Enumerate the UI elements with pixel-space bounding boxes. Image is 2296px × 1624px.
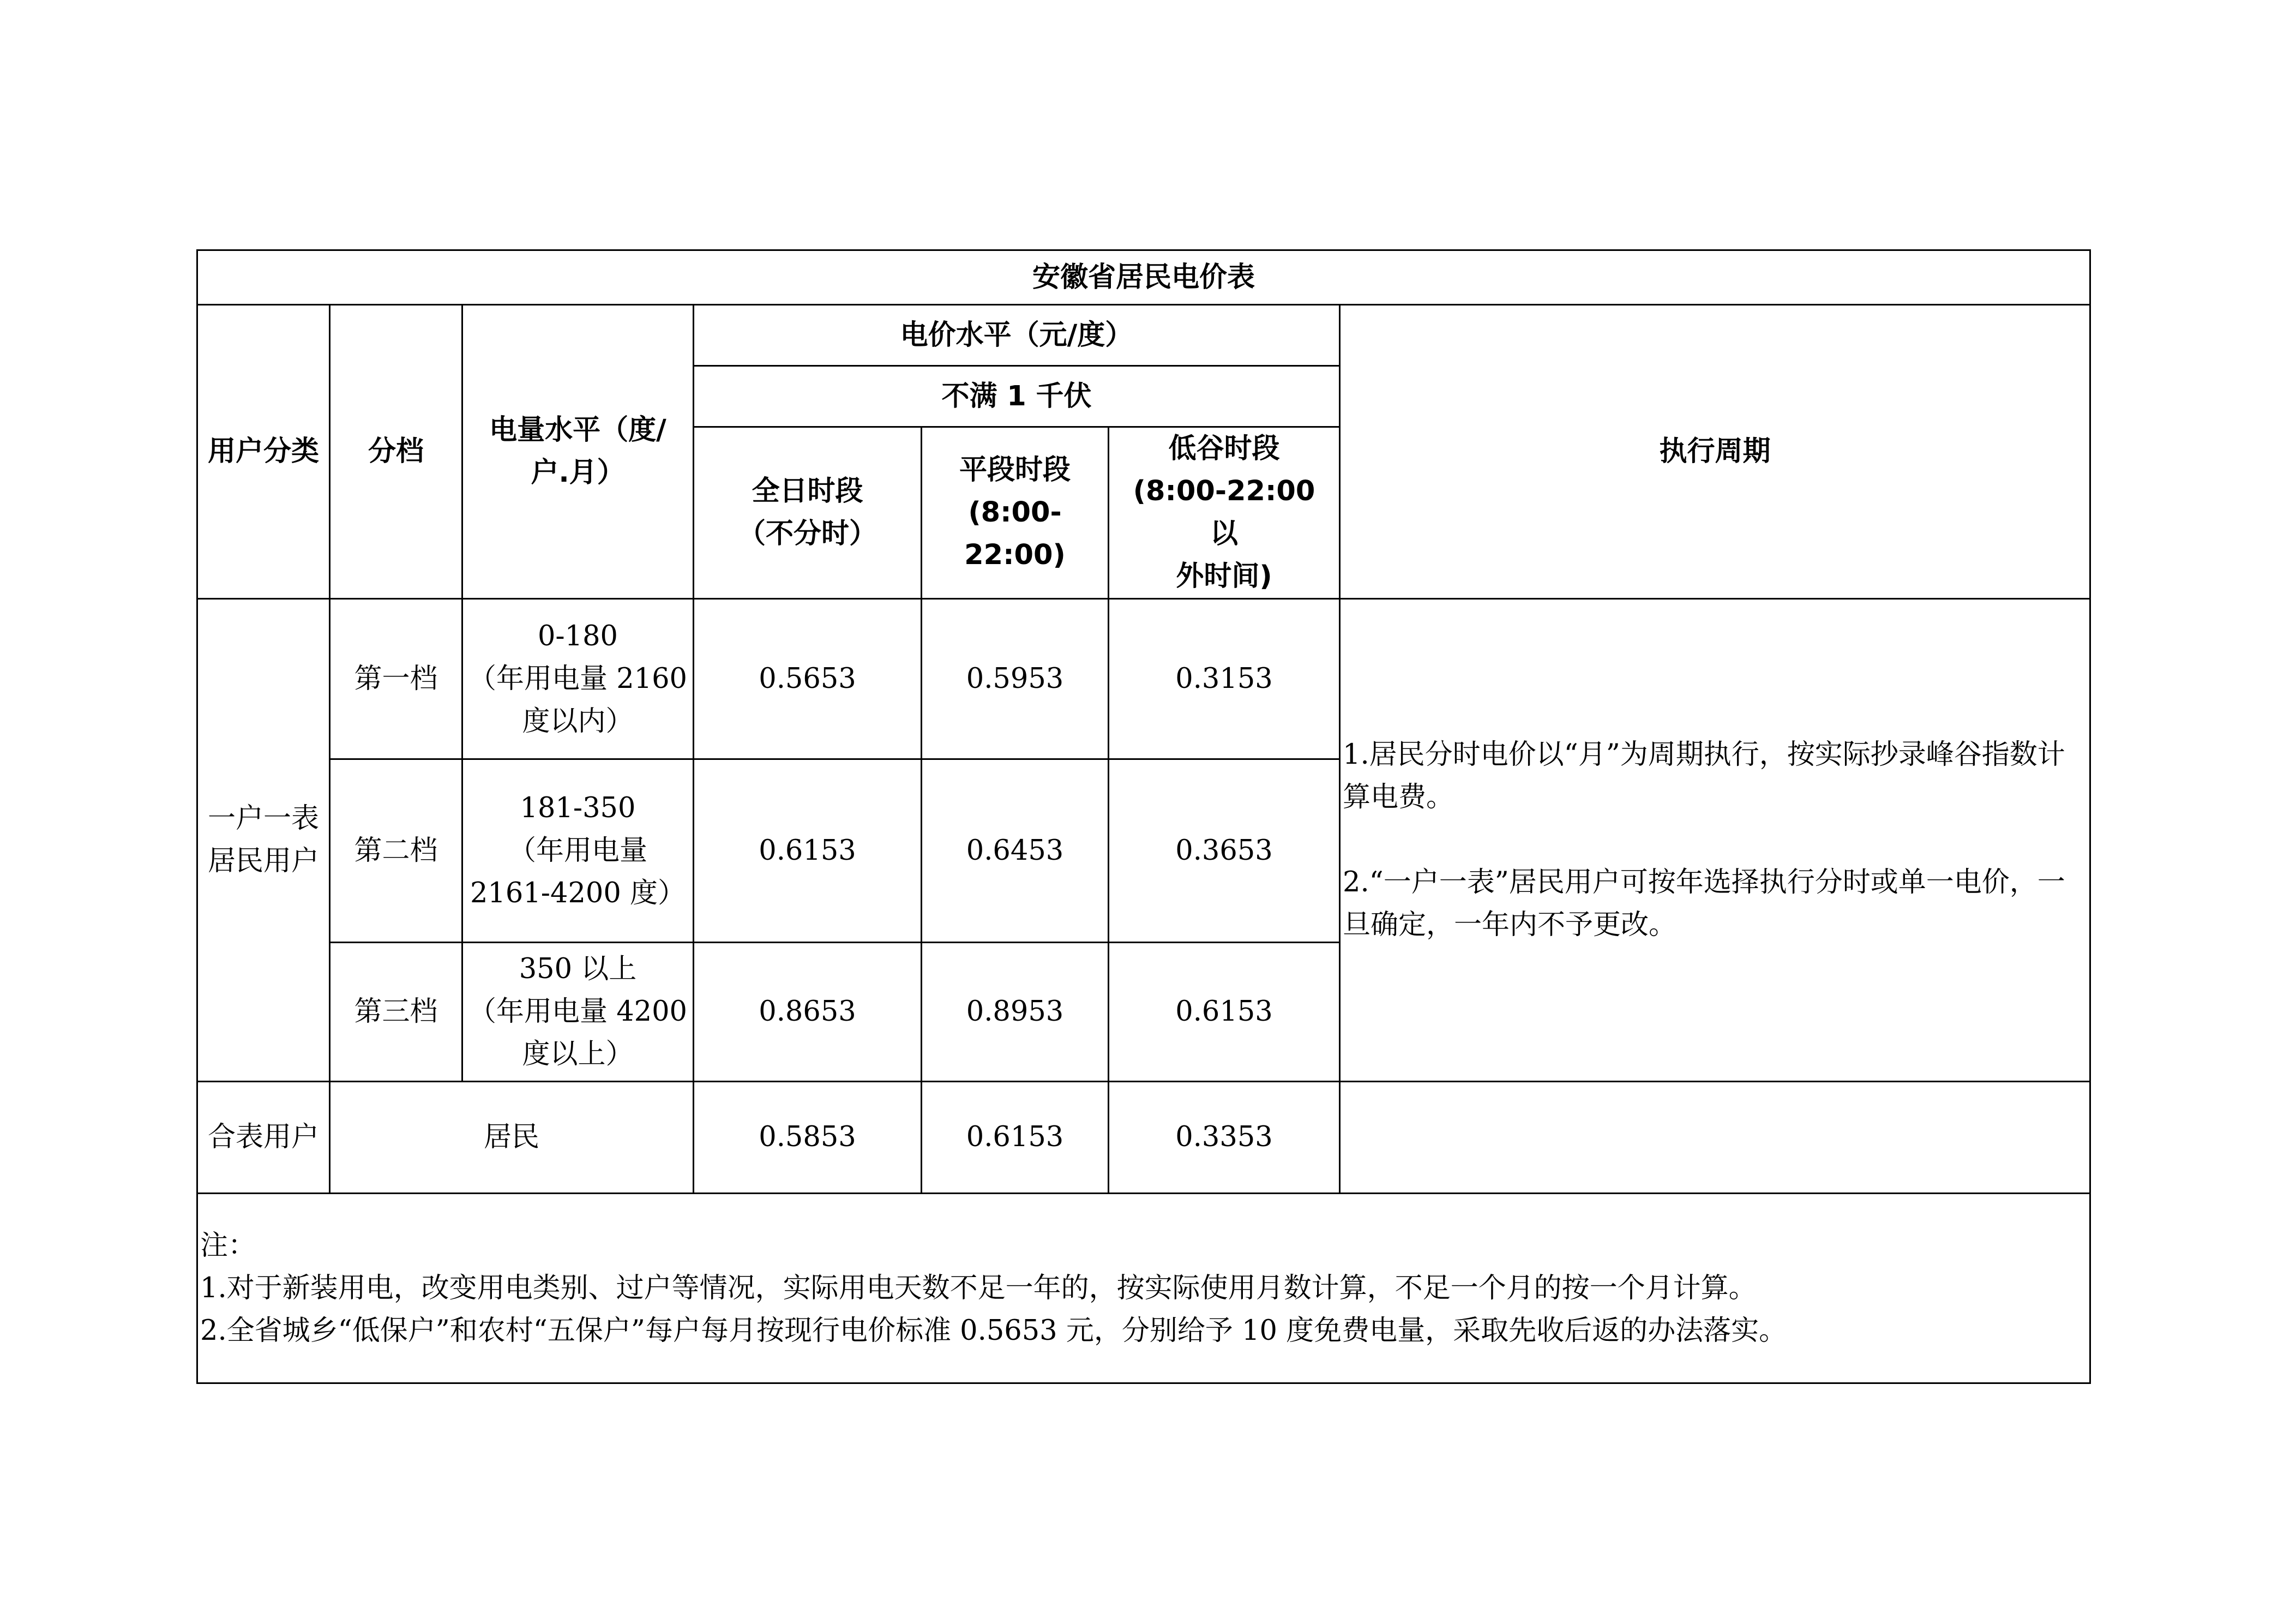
tier-name: 第二档	[330, 759, 462, 943]
header-consumption-level	[462, 305, 694, 599]
header-valley-line: 低谷时段	[1168, 433, 1280, 465]
tier-level-line: （年用电量 2160	[468, 662, 688, 695]
single-meter-category	[197, 599, 330, 1082]
header-price-level: 电价水平（元/度）	[694, 305, 1340, 366]
tier-level	[462, 943, 694, 1082]
tier-level-line: 350 以上	[519, 953, 637, 985]
price-valley: 0.3653	[1109, 759, 1340, 943]
header-all-day	[694, 427, 922, 599]
period-note: 1.居民分时电价以“月”为周期执行，按实际抄录峰谷指数计算电费。	[1343, 739, 2065, 813]
price-flat: 0.8953	[922, 943, 1109, 1082]
combined-meter-type: 居民	[330, 1082, 694, 1194]
combined-meter-period	[1340, 1082, 2090, 1194]
header-flat-line: (8:00-22:00)	[964, 496, 1066, 571]
header-flat	[922, 427, 1109, 599]
header-all-day-line: 全日时段	[752, 475, 863, 507]
tier-level-line: 度以上）	[522, 1038, 634, 1070]
price-flat: 0.5953	[922, 599, 1109, 759]
electricity-price-table	[196, 249, 2091, 1384]
header-tier: 分档	[330, 305, 462, 599]
tier-level-line: 181-350	[520, 792, 636, 824]
table-row	[197, 1194, 2090, 1383]
price-valley: 0.3353	[1109, 1082, 1340, 1194]
table-title: 安徽省居民电价表	[197, 250, 2090, 305]
period-note: 2.“一户一表”居民用户可按年选择执行分时或单一电价，一旦确定，一年内不予更改。	[1343, 866, 2065, 941]
header-consumption-level-line: 户.月）	[531, 457, 625, 489]
header-flat-line: 平段时段	[959, 454, 1071, 486]
price-all-day: 0.5653	[694, 599, 922, 759]
combined-meter-category: 合表用户	[197, 1082, 330, 1194]
tier-name: 第一档	[330, 599, 462, 759]
notes	[197, 1194, 2090, 1383]
notes-label: 注：	[200, 1229, 256, 1262]
header-valley	[1109, 427, 1340, 599]
tier-name: 第三档	[330, 943, 462, 1082]
table-row	[197, 1082, 2090, 1194]
tier-level-line: （年用电量	[508, 834, 647, 867]
tier-level-line: 度以内）	[522, 705, 634, 738]
header-consumption-level-line: 电量水平（度/	[489, 414, 666, 446]
header-execution-period: 执行周期	[1340, 305, 2090, 599]
tier-level	[462, 759, 694, 943]
header-valley-line: 外时间)	[1176, 560, 1272, 592]
header-valley-line: (8:00-22:00 以	[1133, 475, 1315, 550]
header-voltage: 不满 1 千伏	[694, 366, 1340, 427]
price-valley: 0.3153	[1109, 599, 1340, 759]
price-flat: 0.6453	[922, 759, 1109, 943]
price-all-day: 0.5853	[694, 1082, 922, 1194]
header-all-day-line: （不分时）	[737, 518, 877, 550]
category-line: 居民用户	[207, 845, 319, 877]
header-user-category: 用户分类	[197, 305, 330, 599]
price-valley: 0.6153	[1109, 943, 1340, 1082]
note-item: 2.全省城乡“低保户”和农村“五保户”每户每月按现行电价标准 0.5653 元，分别给予 10 度免费电量，采取先收后返的办法落实。	[200, 1314, 1787, 1347]
price-all-day: 0.6153	[694, 759, 922, 943]
category-line: 一户一表	[207, 802, 319, 835]
note-item: 1.对于新装用电，改变用电类别、过户等情况，实际用电天数不足一年的，按实际使用月数计算，不足一个月的按一个月计算。	[200, 1272, 1757, 1304]
tier-level	[462, 599, 694, 759]
price-flat: 0.6153	[922, 1082, 1109, 1194]
period-notes	[1340, 599, 2090, 1082]
table-row	[197, 599, 2090, 759]
tier-level-line: 0-180	[537, 620, 618, 652]
tier-level-line: （年用电量 4200	[468, 996, 688, 1028]
price-all-day: 0.8653	[694, 943, 922, 1082]
tier-level-line: 2161-4200 度）	[470, 877, 686, 909]
